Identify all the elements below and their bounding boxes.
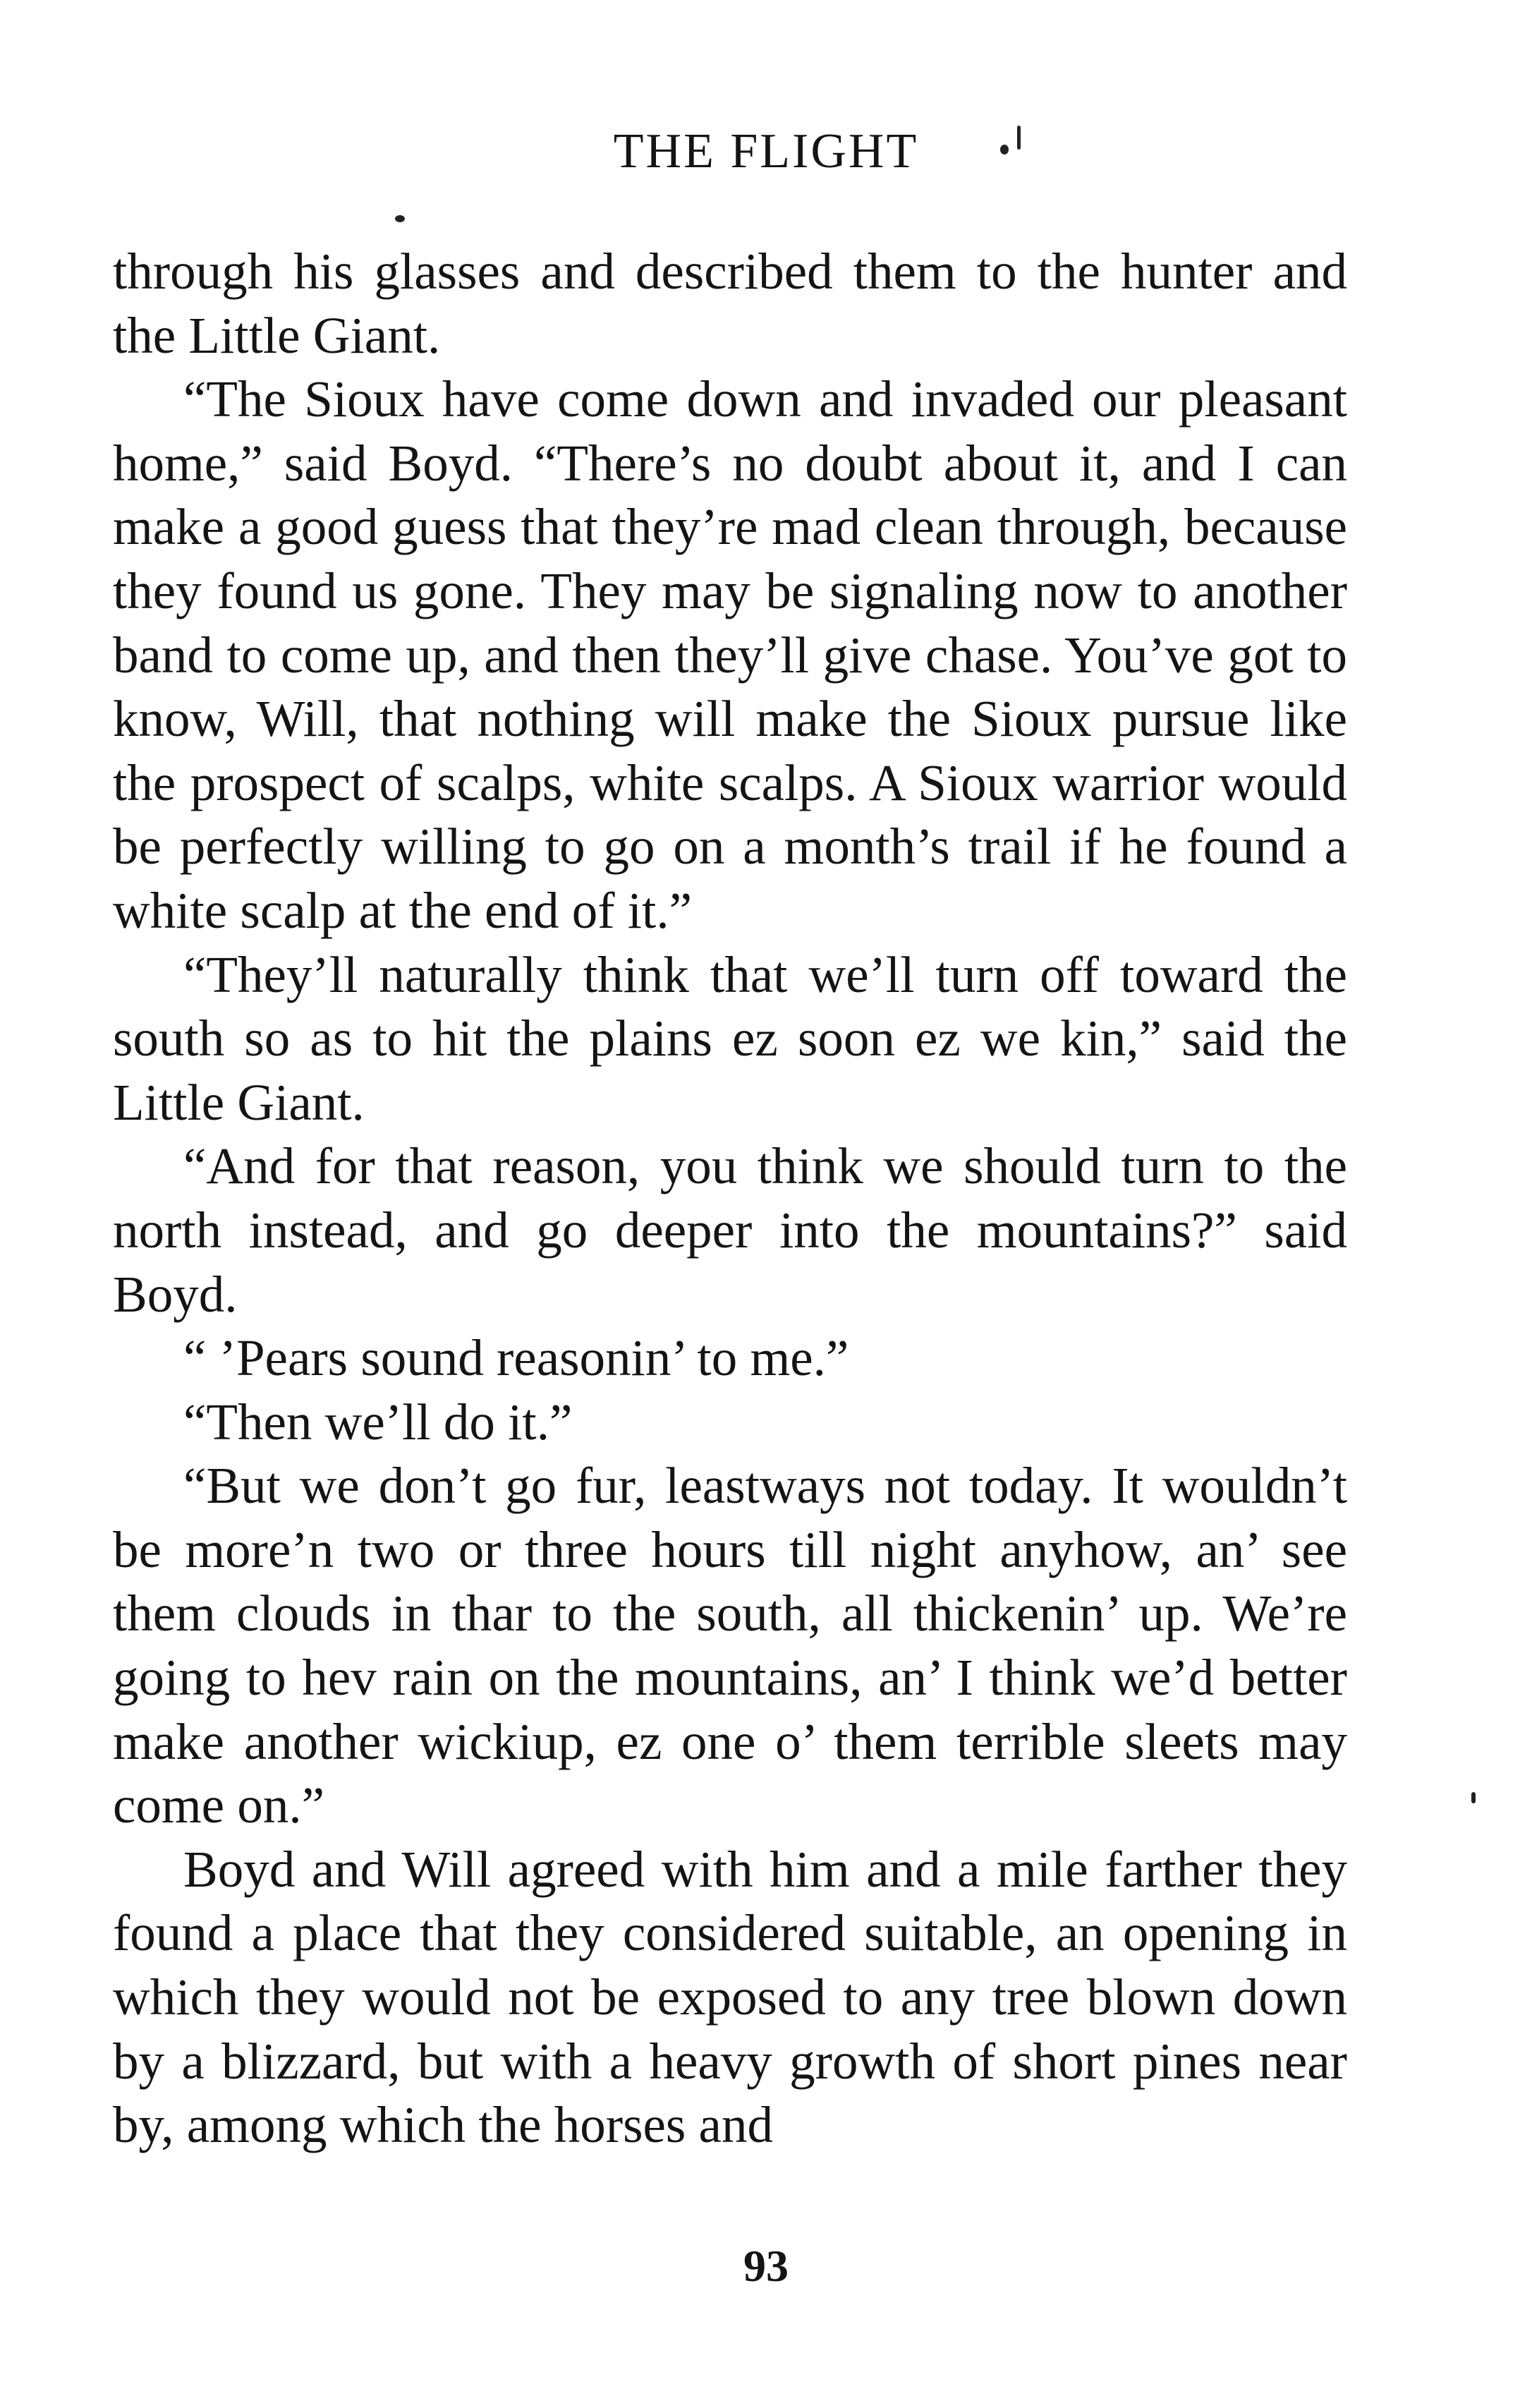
paragraph: “And for that reason, you think we should turn to the north instead, and go deeper into the mountains?” said Boyd. (113, 1137, 1347, 1323)
ink-speck (395, 215, 405, 222)
ink-speck (1471, 1792, 1476, 1803)
running-head: THE FLIGHT (613, 124, 919, 179)
paragraph: “ ’Pears sound reasonin’ to me.” (183, 1329, 849, 1387)
paragraph: “They’ll naturally think that we’ll turn off toward the south so as to hit the plains ez soon ez we kin,” said the Little Giant. (113, 945, 1347, 1131)
page-number: 93 (743, 2241, 789, 2291)
ink-speck (1017, 126, 1021, 150)
paragraph: Boyd and Will agreed with him and a mile farther they found a place that they considered suitable, an opening in which they would not be exposed to any tree blown down by a blizzard, but with a heavy growth of short pines near by, among which the horses and (113, 1840, 1347, 2154)
paragraph: “The Sioux have come down and invaded our pleasant home,” said Boyd. “There’s no doubt about it, and I can make a good guess that they’re mad clean through, because they found us gone. They may be signaling now to another band to come up, and then they’ll give chase. You’ve got to know, Will, that nothing will make the Sioux pursue like the prospect of scalps, white scalps. A Sioux warrior would be perfectly willing to go on a month’s trail if he found a white scalp at the end of it.” (113, 370, 1347, 939)
paragraph: “Then we’ll do it.” (183, 1393, 573, 1451)
ink-speck (1000, 145, 1009, 155)
body-text (113, 240, 1347, 2158)
paragraph-continued: through his glasses and described them to the hunter and the Little Giant. (113, 243, 1347, 364)
paragraph: “But we don’t go fur, leastways not today. It wouldn’t be more’n two or three hours till night anyhow, an’ see them clouds in thar to the south, all thickenin’ up. We’re going to hev rain on the mountains, an’ I think we’d better make another wickiup, ez one o’ them terrible sleets may come on.” (113, 1457, 1347, 1834)
